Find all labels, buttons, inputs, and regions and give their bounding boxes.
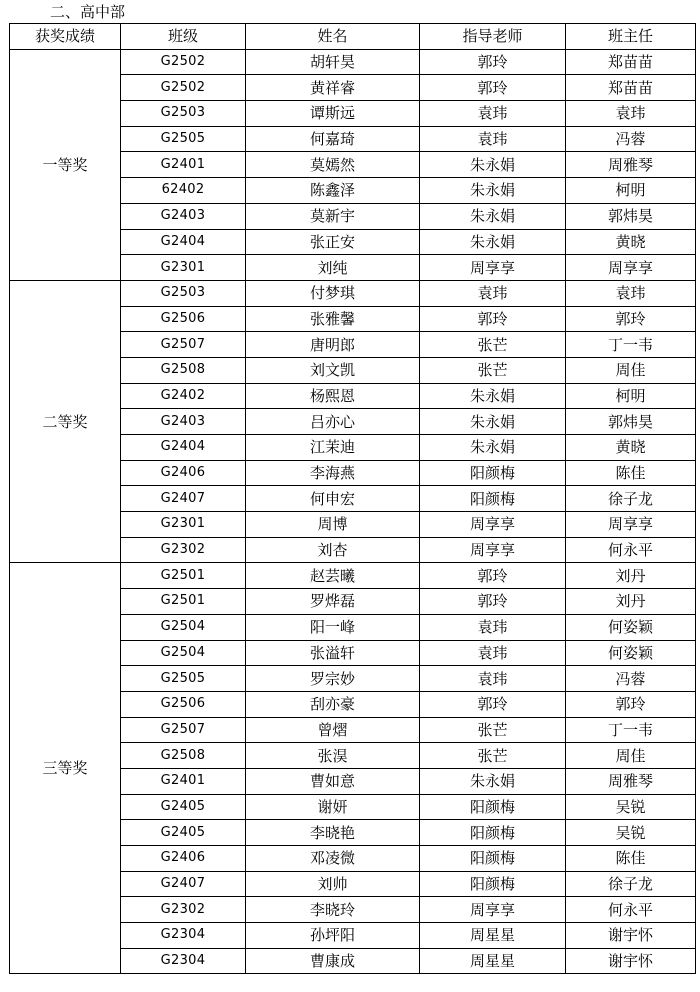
name-cell: 谭斯远: [246, 101, 420, 127]
class-cell: G2505: [121, 666, 246, 692]
name-cell: 孙坪阳: [246, 923, 420, 949]
teacher-cell: 郭玲: [420, 563, 566, 589]
table-body: [10, 49, 696, 974]
teacher-cell: 朱永娟: [420, 409, 566, 435]
teacher-cell: 朱永娟: [420, 383, 566, 409]
name-cell: 邓凌微: [246, 846, 420, 872]
head-teacher-cell: 丁一韦: [566, 332, 696, 358]
class-cell: G2502: [121, 75, 246, 101]
teacher-cell: 张芒: [420, 743, 566, 769]
prize-cell: 三等奖: [10, 563, 121, 974]
teacher-cell: 袁玮: [420, 666, 566, 692]
class-cell: G2405: [121, 820, 246, 846]
class-cell: G2407: [121, 871, 246, 897]
name-cell: 莫嫣然: [246, 152, 420, 178]
head-teacher-cell: 黄晓: [566, 435, 696, 461]
teacher-cell: 周星星: [420, 948, 566, 974]
name-cell: 谢妍: [246, 794, 420, 820]
head-teacher-cell: 郭炜昊: [566, 203, 696, 229]
teacher-cell: 袁玮: [420, 126, 566, 152]
name-cell: 胡轩昊: [246, 49, 420, 75]
teacher-cell: 周享享: [420, 512, 566, 538]
name-cell: 张雅馨: [246, 306, 420, 332]
teacher-cell: 郭玲: [420, 691, 566, 717]
head-teacher-cell: 郑苗苗: [566, 75, 696, 101]
name-cell: 刘杏: [246, 537, 420, 563]
class-cell: G2301: [121, 512, 246, 538]
class-cell: G2502: [121, 49, 246, 75]
teacher-cell: 周享享: [420, 897, 566, 923]
name-cell: 阳一峰: [246, 614, 420, 640]
class-cell: G2501: [121, 589, 246, 615]
teacher-cell: 袁玮: [420, 280, 566, 306]
name-cell: 曹康成: [246, 948, 420, 974]
teacher-cell: 朱永娟: [420, 229, 566, 255]
teacher-cell: 张芒: [420, 357, 566, 383]
name-cell: 陈鑫泽: [246, 178, 420, 204]
teacher-cell: 袁玮: [420, 640, 566, 666]
awards-table: [9, 23, 696, 974]
teacher-cell: 袁玮: [420, 614, 566, 640]
name-cell: 曹如意: [246, 768, 420, 794]
teacher-cell: 周星星: [420, 923, 566, 949]
class-cell: G2304: [121, 948, 246, 974]
name-cell: 刘文凯: [246, 357, 420, 383]
class-cell: G2301: [121, 255, 246, 281]
head-teacher-cell: 吴锐: [566, 794, 696, 820]
name-cell: 刮亦豪: [246, 691, 420, 717]
name-cell: 李晓艳: [246, 820, 420, 846]
head-teacher-cell: 徐子龙: [566, 871, 696, 897]
class-cell: G2404: [121, 229, 246, 255]
name-cell: 张正安: [246, 229, 420, 255]
head-teacher-cell: 冯蓉: [566, 126, 696, 152]
head-teacher-cell: 黄晓: [566, 229, 696, 255]
header-class: 班级: [121, 24, 246, 50]
teacher-cell: 周享享: [420, 255, 566, 281]
teacher-cell: 张芒: [420, 332, 566, 358]
class-cell: G2401: [121, 152, 246, 178]
teacher-cell: 朱永娟: [420, 152, 566, 178]
header-head-teacher: 班主任: [566, 24, 696, 50]
section-title: 二、高中部: [50, 3, 126, 21]
table-row: [10, 563, 696, 589]
head-teacher-cell: 徐子龙: [566, 486, 696, 512]
head-teacher-cell: 谢宇怀: [566, 948, 696, 974]
head-teacher-cell: 陈佳: [566, 460, 696, 486]
teacher-cell: 郭玲: [420, 49, 566, 75]
class-cell: G2506: [121, 306, 246, 332]
head-teacher-cell: 柯明: [566, 178, 696, 204]
class-cell: G2405: [121, 794, 246, 820]
name-cell: 付梦琪: [246, 280, 420, 306]
header-row: [10, 24, 696, 50]
class-cell: G2302: [121, 897, 246, 923]
head-teacher-cell: 郭玲: [566, 306, 696, 332]
name-cell: 周博: [246, 512, 420, 538]
head-teacher-cell: 郭玲: [566, 691, 696, 717]
head-teacher-cell: 冯蓉: [566, 666, 696, 692]
class-cell: G2406: [121, 846, 246, 872]
name-cell: 唐明郎: [246, 332, 420, 358]
head-teacher-cell: 何姿颖: [566, 640, 696, 666]
head-teacher-cell: 丁一韦: [566, 717, 696, 743]
head-teacher-cell: 周享享: [566, 255, 696, 281]
name-cell: 黄祥睿: [246, 75, 420, 101]
class-cell: G2302: [121, 537, 246, 563]
name-cell: 赵芸曦: [246, 563, 420, 589]
class-cell: G2406: [121, 460, 246, 486]
teacher-cell: 阳颜梅: [420, 871, 566, 897]
head-teacher-cell: 谢宇怀: [566, 923, 696, 949]
head-teacher-cell: 何姿颖: [566, 614, 696, 640]
class-cell: G2507: [121, 332, 246, 358]
name-cell: 李晓玲: [246, 897, 420, 923]
prize-cell: 一等奖: [10, 49, 121, 280]
name-cell: 何申宏: [246, 486, 420, 512]
name-cell: 曾熠: [246, 717, 420, 743]
teacher-cell: 郭玲: [420, 306, 566, 332]
class-cell: G2504: [121, 640, 246, 666]
head-teacher-cell: 周佳: [566, 357, 696, 383]
teacher-cell: 张芒: [420, 717, 566, 743]
class-cell: G2508: [121, 743, 246, 769]
head-teacher-cell: 袁玮: [566, 101, 696, 127]
teacher-cell: 阳颜梅: [420, 486, 566, 512]
teacher-cell: 郭玲: [420, 589, 566, 615]
head-teacher-cell: 何永平: [566, 897, 696, 923]
head-teacher-cell: 吴锐: [566, 820, 696, 846]
name-cell: 刘纯: [246, 255, 420, 281]
name-cell: 刘帅: [246, 871, 420, 897]
class-cell: G2402: [121, 383, 246, 409]
teacher-cell: 周享享: [420, 537, 566, 563]
table-row: [10, 49, 696, 75]
prize-cell: 二等奖: [10, 280, 121, 563]
class-cell: G2403: [121, 203, 246, 229]
class-cell: G2401: [121, 768, 246, 794]
name-cell: 莫新宇: [246, 203, 420, 229]
head-teacher-cell: 郑苗苗: [566, 49, 696, 75]
teacher-cell: 朱永娟: [420, 435, 566, 461]
class-cell: G2304: [121, 923, 246, 949]
name-cell: 罗烨磊: [246, 589, 420, 615]
teacher-cell: 阳颜梅: [420, 820, 566, 846]
class-cell: G2504: [121, 614, 246, 640]
teacher-cell: 朱永娟: [420, 203, 566, 229]
class-cell: G2505: [121, 126, 246, 152]
name-cell: 吕亦心: [246, 409, 420, 435]
class-cell: G2407: [121, 486, 246, 512]
class-cell: G2503: [121, 101, 246, 127]
class-cell: G2508: [121, 357, 246, 383]
header-prize: 获奖成绩: [10, 24, 121, 50]
class-cell: G2507: [121, 717, 246, 743]
head-teacher-cell: 何永平: [566, 537, 696, 563]
name-cell: 何嘉琦: [246, 126, 420, 152]
teacher-cell: 袁玮: [420, 101, 566, 127]
name-cell: 罗宗妙: [246, 666, 420, 692]
head-teacher-cell: 袁玮: [566, 280, 696, 306]
head-teacher-cell: 刘丹: [566, 589, 696, 615]
head-teacher-cell: 郭炜昊: [566, 409, 696, 435]
class-cell: 62402: [121, 178, 246, 204]
header-teacher: 指导老师: [420, 24, 566, 50]
name-cell: 张淏: [246, 743, 420, 769]
head-teacher-cell: 周享享: [566, 512, 696, 538]
class-cell: G2403: [121, 409, 246, 435]
head-teacher-cell: 周雅琴: [566, 152, 696, 178]
head-teacher-cell: 刘丹: [566, 563, 696, 589]
table-row: [10, 280, 696, 306]
head-teacher-cell: 周雅琴: [566, 768, 696, 794]
header-name: 姓名: [246, 24, 420, 50]
name-cell: 张溢轩: [246, 640, 420, 666]
teacher-cell: 朱永娟: [420, 178, 566, 204]
class-cell: G2501: [121, 563, 246, 589]
name-cell: 李海燕: [246, 460, 420, 486]
name-cell: 杨熙恩: [246, 383, 420, 409]
teacher-cell: 郭玲: [420, 75, 566, 101]
teacher-cell: 阳颜梅: [420, 846, 566, 872]
head-teacher-cell: 柯明: [566, 383, 696, 409]
class-cell: G2506: [121, 691, 246, 717]
class-cell: G2404: [121, 435, 246, 461]
teacher-cell: 阳颜梅: [420, 794, 566, 820]
head-teacher-cell: 陈佳: [566, 846, 696, 872]
name-cell: 江茉迪: [246, 435, 420, 461]
head-teacher-cell: 周佳: [566, 743, 696, 769]
teacher-cell: 阳颜梅: [420, 460, 566, 486]
teacher-cell: 朱永娟: [420, 768, 566, 794]
class-cell: G2503: [121, 280, 246, 306]
